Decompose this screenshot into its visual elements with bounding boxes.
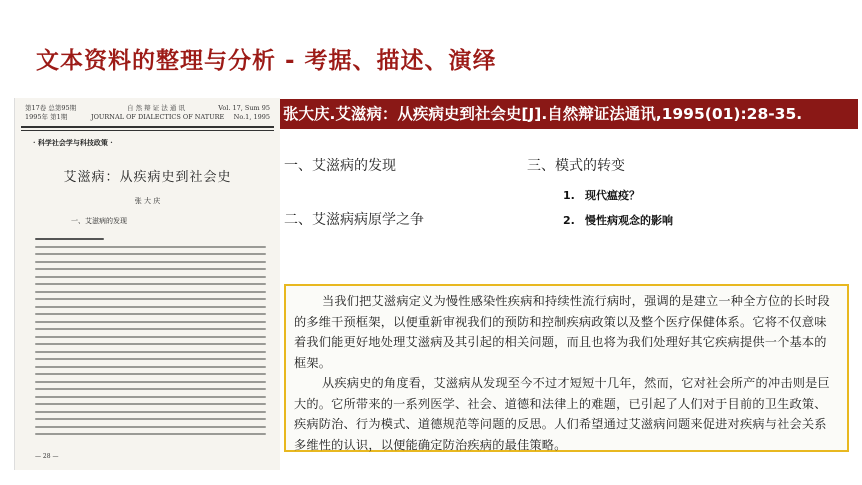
citation-banner: 张大庆.艾滋病：从疾病史到社会史[J].自然辩证法通讯,1995(01):28-35. <box>280 99 858 129</box>
outline-subitem-1 <box>563 187 640 203</box>
subitem-text: 慢性病观念的影响 <box>585 214 673 227</box>
subitem-number: 2. <box>563 214 575 227</box>
outline-heading-2: 二、艾滋病病原学之争 <box>284 212 424 228</box>
scan-header <box>21 102 274 128</box>
scan-divider <box>21 130 274 131</box>
quote-paragraph-1: 当我们把艾滋病定义为慢性感染性疾病和持续性流行病时，强调的是建立一种全方位的长时段的多维干预框架，以便重新审视我们的预防和控制疾病政策以及整个医疗保健体系。它将不仅意味着我们能更好地处理艾滋病及其引起的相关问题，而且也将为我们处理好其它疾病提供一个基本的框架。 <box>294 294 830 370</box>
scan-article-title: 艾滋病：从疾病史到社会史 <box>63 170 232 185</box>
scan-page-number: — 28 — <box>35 453 59 460</box>
scan-header-center: 自 然 辩 证 法 通 讯 JOURNAL OF DIALECTICS OF NATURE <box>91 104 225 121</box>
slide-title: 文本资料的整理与分析 - 考据、描述、演绎 <box>36 48 497 74</box>
scan-divider <box>21 126 274 128</box>
journal-scan-image <box>14 98 280 470</box>
scan-author: 张 大 庆 <box>134 197 161 205</box>
outline-heading-3: 三、模式的转变 <box>527 158 625 174</box>
quote-box <box>284 284 849 452</box>
outline-subitem-2 <box>563 212 673 228</box>
scan-header-left: 第17卷 总第95期 1995年 第1期 <box>25 104 77 121</box>
subitem-number: 1. <box>563 189 575 202</box>
scan-body-text <box>35 238 266 441</box>
scan-section-label: · 科学社会学与科技政策 · <box>33 138 113 147</box>
outline-heading-1: 一、艾滋病的发现 <box>284 158 396 174</box>
subitem-text: 现代瘟疫？ <box>585 189 640 202</box>
quote-paragraph-2: 从疾病史的角度看，艾滋病从发现至今不过才短短十几年，然而，它对社会所产的冲击则是巨大的。它所带来的一系列医学、社会、道德和法律上的难题，已引起了人们对于目前的卫生政策、疾病防治、行为模式、道德规范等问题的反思。人们希望通过艾滋病问题来促进对疾病与社会关系多维性的认识，以便能确定防治疾病的最佳策略。 <box>294 376 830 452</box>
scan-subheading: 一、艾滋病的发现 <box>71 217 127 225</box>
scan-header-right: Vol. 17, Sum 95 No.1, 1995 <box>218 104 270 121</box>
